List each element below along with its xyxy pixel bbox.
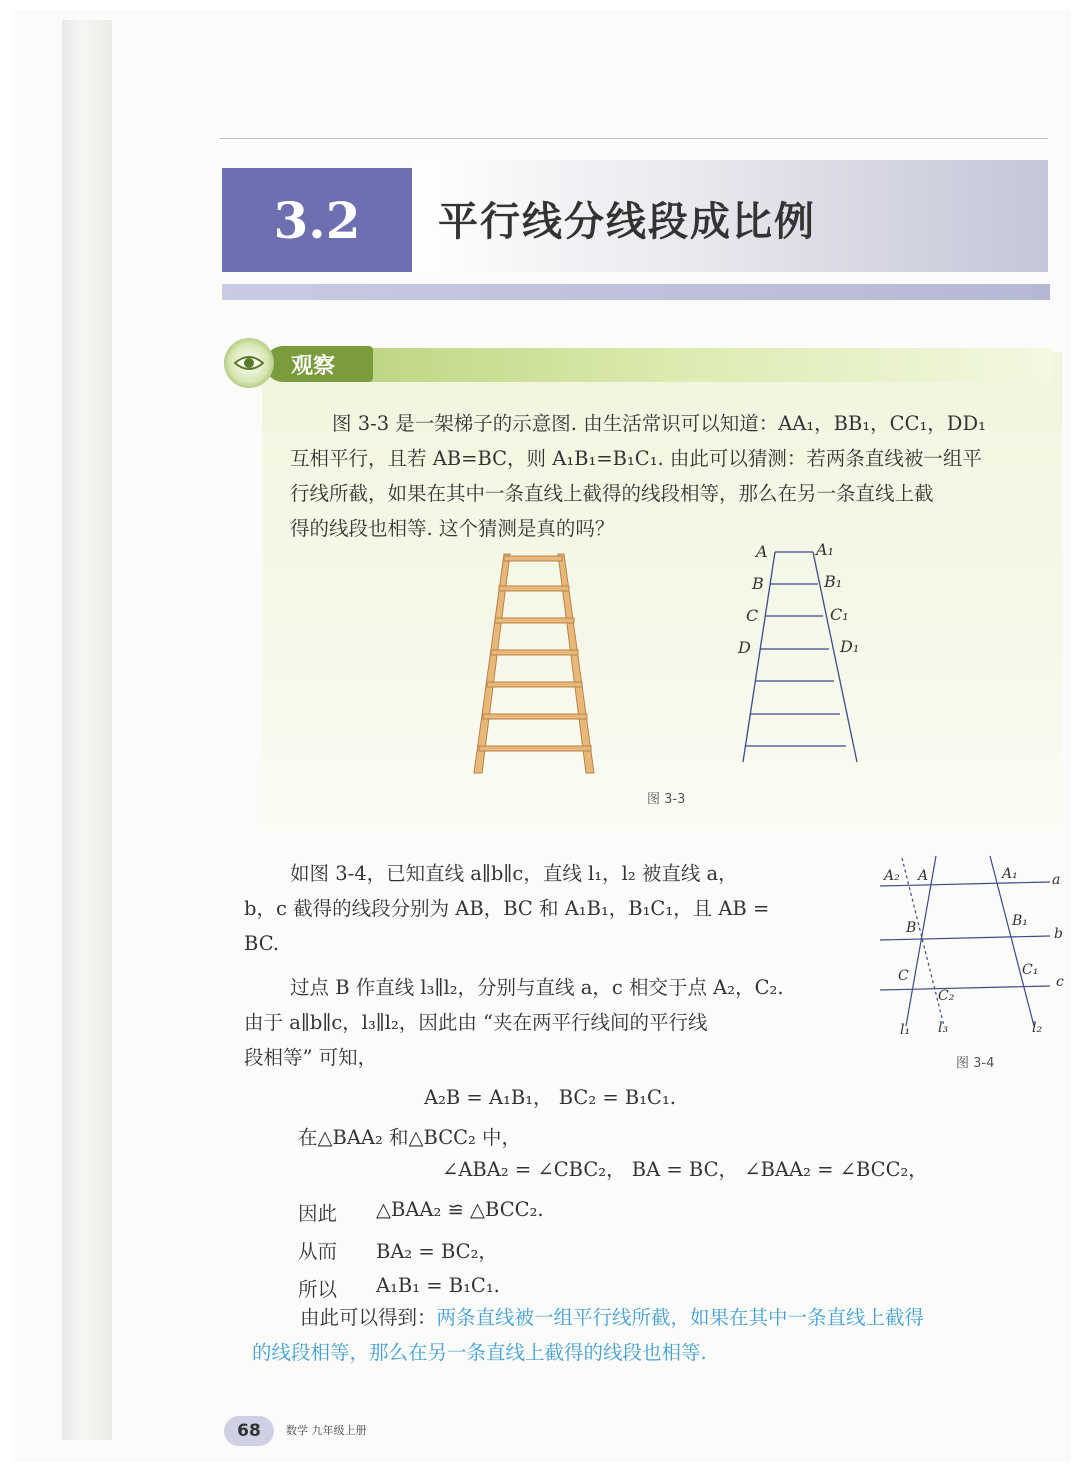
label-C1: C₁ <box>830 605 849 624</box>
ladder-illustration <box>470 548 600 778</box>
thus-expr: BA₂ = BC₂， <box>376 1240 498 1263</box>
conclusion-text-2: 的线段相等，那么在另一条直线上截得的线段也相等. <box>252 1341 707 1364</box>
fig4-label-C2: C₂ <box>938 988 955 1004</box>
fig4-label-A: A <box>918 868 929 884</box>
fig4-label-l3: l₃ <box>938 1020 949 1036</box>
body-p2-line-3: 段相等” 可知， <box>244 1046 378 1069</box>
body-p1-line-3: BC. <box>244 932 280 955</box>
fig4-label-l1: l₁ <box>900 1022 911 1038</box>
fig4-label-c: c <box>1056 974 1064 990</box>
label-A: A <box>756 542 768 561</box>
page-edge <box>62 20 112 1440</box>
section-number: 3.2 <box>222 168 412 272</box>
so-word: 所以 <box>298 1278 338 1301</box>
fig4-label-b: b <box>1054 926 1063 942</box>
fig4-label-A2: A₂ <box>884 868 900 884</box>
observe-line-1: 图 3-3 是一架梯子的示意图. 由生活常识可以知道：AA₁，BB₁，CC₁，DD₁ <box>332 412 986 435</box>
label-B1: B₁ <box>824 572 843 591</box>
parallel-lines-diagram <box>878 852 1068 1042</box>
triangle-intro: 在△BAA₂ 和△BCC₂ 中， <box>298 1126 522 1149</box>
equation-1: A₂B = A₁B₁， BC₂ = B₁C₁. <box>424 1086 676 1109</box>
fig4-label-l2: l₂ <box>1032 1020 1043 1036</box>
book-title: 数学 九年级上册 <box>286 1424 367 1437</box>
section-title: 平行线分线段成比例 <box>438 199 816 245</box>
fig4-label-a: a <box>1052 872 1061 888</box>
observe-line-3: 行线所截，如果在其中一条直线上截得的线段相等，那么在另一条直线上截 <box>290 482 934 505</box>
header-rule <box>220 138 1048 139</box>
conclusion-paragraph <box>252 1300 1072 1370</box>
conclusion-lead: 由此可以得到： <box>300 1306 437 1329</box>
section-underbar <box>222 284 1050 300</box>
label-C: C <box>746 606 759 625</box>
fig4-label-C1: C₁ <box>1022 962 1039 978</box>
body-paragraph-2 <box>244 970 884 1075</box>
eye-icon <box>224 338 274 388</box>
observe-paragraph <box>290 406 1050 546</box>
body-p1-line-2: b，c 截得的线段分别为 AB，BC 和 A₁B₁，B₁C₁，且 AB = <box>244 897 770 920</box>
body-p2-line-2: 由于 a∥b∥c，l₃∥l₂，因此由 “夹在两平行线间的平行线 <box>244 1011 708 1034</box>
page-number: 68 <box>224 1416 274 1446</box>
figure-3-4-caption: 图 3-4 <box>956 1056 995 1071</box>
body-paragraph-1 <box>244 856 864 961</box>
observe-line-2: 互相平行，且若 AB=BC，则 A₁B₁=B₁C₁. 由此可以猜测：若两条直线被一组平 <box>290 447 982 470</box>
figure-3-3-caption: 图 3-3 <box>647 792 686 807</box>
therefore-expr: △BAA₂ ≌ △BCC₂. <box>376 1198 544 1221</box>
observe-line-4: 得的线段也相等. 这个猜测是真的吗？ <box>290 517 615 540</box>
fig4-label-B1: B₁ <box>1012 913 1028 929</box>
fig4-label-C: C <box>898 968 909 984</box>
conclusion-text-1: 两条直线被一组平行线所截，如果在其中一条直线上截得 <box>436 1306 925 1329</box>
so-expr: A₁B₁ = B₁C₁. <box>376 1274 500 1297</box>
therefore-word: 因此 <box>298 1202 338 1225</box>
body-p2-line-1: 过点 B 作直线 l₃∥l₂，分别与直线 a，c 相交于点 A₂，C₂. <box>290 976 784 999</box>
label-D: D <box>738 638 751 657</box>
thus-word: 从而 <box>298 1240 338 1263</box>
label-A1: A₁ <box>816 540 834 559</box>
fig4-label-A1: A₁ <box>1002 866 1018 882</box>
body-p1-line-1: 如图 3-4，已知直线 a∥b∥c，直线 l₁，l₂ 被直线 a， <box>290 862 738 885</box>
observe-header-band <box>300 348 1052 382</box>
label-D1: D₁ <box>840 637 860 656</box>
fig4-label-B: B <box>906 920 917 936</box>
label-B: B <box>752 574 764 593</box>
equation-2: ∠ABA₂ = ∠CBC₂， BA = BC， ∠BAA₂ = ∠BCC₂， <box>442 1158 928 1181</box>
observe-tab: 观察 <box>265 346 373 382</box>
